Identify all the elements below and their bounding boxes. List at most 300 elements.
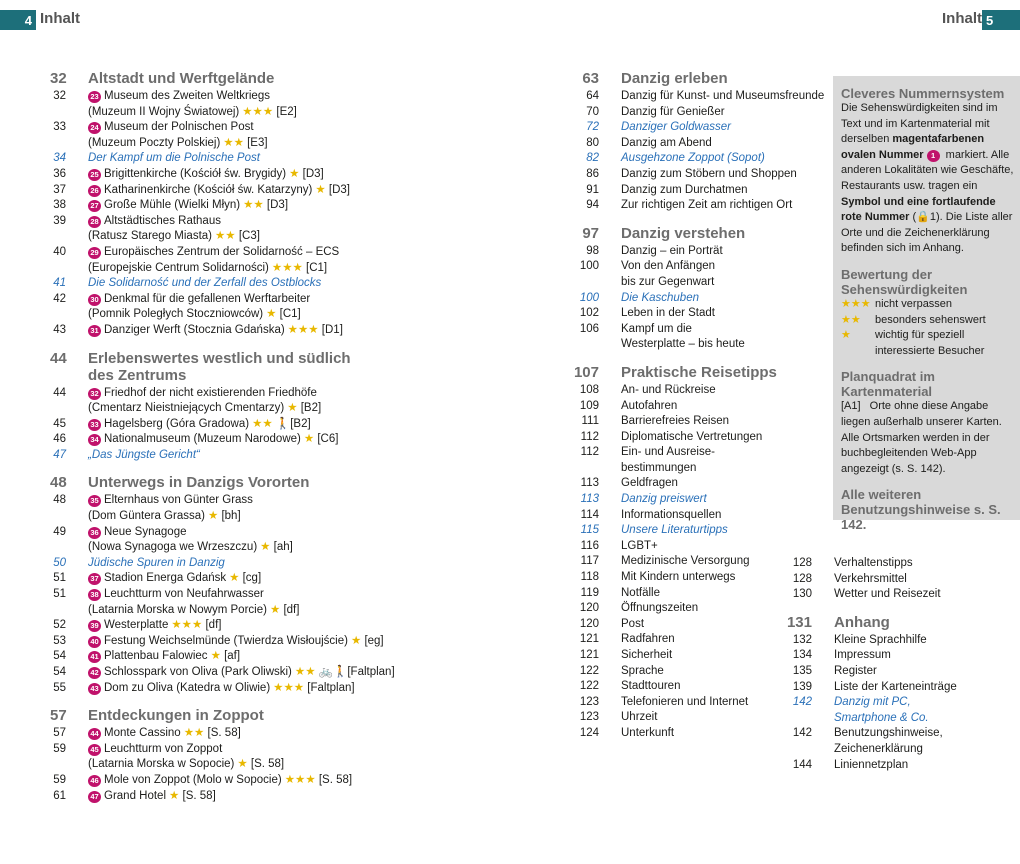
entry-page-number: 70 <box>586 105 599 118</box>
entry-page-number: 114 <box>580 508 599 521</box>
sidebox-text-b: magentafarbenen ovalen Nummer <box>841 133 985 161</box>
entry-title <box>88 540 370 556</box>
map-grid-ref: [E2] <box>273 105 297 118</box>
entry-text: Uhrzeit <box>621 711 658 724</box>
entry-title <box>88 742 370 758</box>
entry-page-number <box>50 757 66 773</box>
section-title: Anhang <box>834 613 890 631</box>
toc-entry-continuation <box>50 136 370 152</box>
toc-entry-continuation <box>50 509 370 525</box>
entry-text: Smartphone & Co. <box>834 711 929 724</box>
toc-entry <box>780 726 943 742</box>
entry-page-number: 100 <box>579 291 599 304</box>
sight-number-badge: 44 <box>88 728 101 740</box>
sidebox-text-d: Symbol und eine fortlaufende rote Nummer <box>841 195 996 224</box>
entry-text: Elternhaus von Günter Grass <box>104 494 253 507</box>
entry-title <box>88 198 370 214</box>
sight-number-badge: 35 <box>88 495 101 507</box>
rating-stars: ★ <box>289 167 300 180</box>
entry-page-number: 34 <box>53 152 66 165</box>
entry-page-number: 51 <box>53 588 66 601</box>
rating-legend-stars: ★★ <box>841 313 861 326</box>
entry-text: Plattenbau Falowiec <box>104 650 208 663</box>
entry-text: Unsere Literaturtipps <box>621 524 728 537</box>
sight-number-badge: 34 <box>88 434 101 446</box>
entry-page-number: 123 <box>579 711 599 724</box>
toc-entry-continuation <box>780 742 923 758</box>
entry-page-number: 91 <box>586 183 599 196</box>
entry-page-number <box>50 509 66 525</box>
sidebox-text-a: Die Sehenswürdigkeiten sind im Text und im Kartenmaterial mit derselben <box>841 102 998 146</box>
toc-entry <box>565 399 825 415</box>
section-page-number: 131 <box>786 613 812 631</box>
entry-text: Medizinische Versorgung <box>621 555 750 568</box>
entry-text: Katharinenkirche (Kościół św. Katarzyny) <box>104 183 313 196</box>
rating-legend-text: wichtig für speziell interessierte Besucher <box>875 329 985 357</box>
entry-title <box>88 183 370 199</box>
rating-stars: ★ <box>237 758 248 771</box>
entry-text: Westerplatte <box>104 619 169 632</box>
map-grid-ref: [cg] <box>239 572 262 585</box>
right-page-number: 5 <box>982 10 1020 30</box>
toc-entry <box>50 151 370 167</box>
entry-text: bestimmungen <box>621 461 697 474</box>
toc-column-left <box>50 70 395 804</box>
entry-page-number <box>50 229 66 245</box>
sight-number-badge: 39 <box>88 620 101 632</box>
entry-text: Grand Hotel <box>104 789 167 802</box>
entry-text: Diplomatische Vertretungen <box>621 430 763 443</box>
entry-text: Unterkunft <box>621 726 675 739</box>
entry-text: Neue Synagoge <box>104 525 187 538</box>
section-page-number: 32 <box>50 70 67 87</box>
entry-page-number: 32 <box>53 90 66 102</box>
entry-text: Große Mühle (Wielki Młyn) <box>104 199 241 212</box>
entry-title <box>621 508 825 524</box>
toc-entry <box>565 198 825 214</box>
toc-entry <box>50 789 370 805</box>
entry-title <box>88 587 370 603</box>
section-title: Unterwegs in Danzigs Vororten <box>88 474 310 492</box>
entry-page-number <box>50 307 66 323</box>
entry-title <box>88 681 370 697</box>
toc-entry <box>780 664 877 680</box>
entry-text: Danzig für Kunst- und Museumsfreunde <box>621 90 825 102</box>
sight-number-badge: 41 <box>88 651 101 663</box>
toc-entry <box>50 773 370 789</box>
toc-entry <box>780 587 941 603</box>
entry-page-number: 112 <box>580 430 599 443</box>
entry-text: (Latarnia Morska w Nowym Porcie) <box>88 603 267 616</box>
map-grid-ref: [Faltplan] <box>304 681 355 694</box>
toc-entry <box>780 633 927 649</box>
map-grid-ref: [D3] <box>325 183 350 196</box>
toc-entry <box>50 634 384 650</box>
map-grid-ref: [D3] <box>263 199 289 212</box>
section-page-number: 57 <box>50 707 67 725</box>
entry-title <box>834 695 911 711</box>
entry-page-number <box>780 742 812 758</box>
info-sidebox <box>833 76 1020 533</box>
entry-title <box>834 556 913 572</box>
entry-title <box>834 664 877 680</box>
section-title: Entdeckungen in Zoppot <box>88 707 264 725</box>
left-header-title: Inhalt <box>40 10 80 27</box>
entry-title <box>621 291 825 307</box>
entry-page-number: 37 <box>53 183 66 196</box>
toc-entry <box>565 508 825 524</box>
entry-title <box>88 276 370 292</box>
entry-text: Kampf um die <box>621 322 692 335</box>
entry-text: Jüdische Spuren in Danzig <box>88 556 225 569</box>
entry-title <box>88 509 370 525</box>
sight-number-badge: 30 <box>88 294 101 306</box>
entry-text: Ausgehzone Zoppot (Sopot) <box>621 152 765 165</box>
entry-text: Stadttouren <box>621 680 681 693</box>
entry-title <box>621 476 825 492</box>
map-grid-ref: [eg] <box>361 634 384 647</box>
toc-entry-continuation <box>50 307 370 323</box>
section-title: Praktische Reisetipps <box>621 363 777 381</box>
toc-entry-continuation <box>50 229 370 245</box>
entry-page-number: 128 <box>792 572 812 585</box>
toc-entry <box>780 648 891 664</box>
entry-text: (Pomnik Poległych Stoczniowców) <box>88 308 264 321</box>
entry-page-number <box>565 337 599 353</box>
entry-title <box>88 571 370 587</box>
entry-title <box>621 167 825 183</box>
section-page-number: 63 <box>582 70 599 87</box>
entry-text: Barrierefreies Reisen <box>621 415 730 428</box>
entry-page-number <box>50 261 66 277</box>
rating-stars: ★ <box>260 541 271 554</box>
entry-page-number: 118 <box>580 571 599 584</box>
toc-entry-continuation <box>50 105 370 121</box>
toc-entry <box>780 680 957 696</box>
rating-stars: ★ <box>315 183 326 196</box>
toc-entry <box>50 681 370 697</box>
toc-entry <box>50 323 370 339</box>
entry-title <box>834 648 891 664</box>
section-title: Danzig erleben <box>621 70 728 87</box>
section-heading <box>565 225 825 242</box>
entry-title <box>834 680 957 696</box>
toc-entry <box>780 695 911 711</box>
sidebox-heading-more: Alle weiteren Benutzungshinweise s. S. 142. <box>841 487 1001 533</box>
entry-text: Kleine Sprachhilfe <box>834 633 927 646</box>
entry-title <box>621 105 825 121</box>
entry-page-number: 102 <box>579 307 599 320</box>
section-heading <box>565 364 825 381</box>
toc-entry <box>565 476 825 492</box>
entry-page-number: 135 <box>792 664 812 677</box>
entry-title <box>88 245 370 261</box>
entry-page-number <box>50 136 66 152</box>
entry-text: Notfälle <box>621 586 660 599</box>
section-page-number: 48 <box>50 474 67 492</box>
toc-entry <box>50 525 370 541</box>
toc-entry <box>50 587 370 603</box>
rating-stars: ★★★ <box>273 681 305 694</box>
rating-stars: ★ <box>287 402 298 415</box>
toc-entry <box>50 198 370 214</box>
entry-title <box>88 401 370 417</box>
toc-entry <box>565 89 825 105</box>
entry-page-number: 39 <box>53 214 66 227</box>
rating-stars: ★ <box>350 634 362 647</box>
entry-text: Denkmal für die gefallenen Werftarbeiter <box>104 292 311 305</box>
entry-page-number: 94 <box>586 199 599 212</box>
entry-text: Friedhof der nicht existierenden Friedhöfe <box>104 386 317 399</box>
sight-number-badge: 38 <box>88 589 101 601</box>
entry-title <box>834 758 908 774</box>
rating-stars: ★★★ <box>242 105 274 118</box>
toc-entry-continuation <box>565 337 825 353</box>
entry-title <box>88 261 370 277</box>
section-gap <box>50 463 370 474</box>
entry-title <box>621 539 825 555</box>
toc-entry <box>565 445 825 461</box>
left-page-number: 4 <box>0 10 36 30</box>
rating-legend-row <box>841 328 1014 359</box>
entry-page-number: 42 <box>53 292 66 305</box>
toc-entry-continuation <box>780 711 929 727</box>
entry-text: Museum der Polnischen Post <box>104 121 254 134</box>
toc-entry <box>50 276 370 292</box>
entry-text: Europäisches Zentrum der Solidarność – ECS <box>104 245 340 258</box>
entry-page-number: 50 <box>53 556 66 569</box>
section-heading <box>50 474 370 491</box>
entry-text: Benutzungshinweise, <box>834 727 943 740</box>
entry-page-number: 109 <box>579 399 599 412</box>
entry-title <box>621 151 825 167</box>
entry-page-number: 33 <box>53 121 66 134</box>
entry-text: Verkehrsmittel <box>834 572 907 585</box>
entry-text: (Dom Güntera Grassa) <box>88 510 205 523</box>
entry-title <box>621 136 825 152</box>
toc-entry <box>50 167 370 183</box>
toc-entry <box>565 539 825 555</box>
entry-page-number: 48 <box>53 494 66 507</box>
rating-stars: ★ <box>169 789 180 802</box>
entry-text: (Cmentarz Nieistniejących Cmentarzy) <box>88 402 285 415</box>
entry-title <box>621 244 825 260</box>
rating-legend-row <box>841 313 1014 329</box>
entry-page-number: 122 <box>579 664 599 677</box>
entry-text: Festung Weichselmünde (Twierdza Wisłoujście) <box>104 634 348 647</box>
entry-page-number: 52 <box>53 619 66 632</box>
entry-page-number: 128 <box>792 557 812 569</box>
entry-page-number: 49 <box>53 525 66 538</box>
entry-page-number: 132 <box>792 633 812 646</box>
section-gap <box>780 603 840 614</box>
entry-page-number: 111 <box>581 415 599 428</box>
sample-number-badge: 1 <box>927 150 940 162</box>
toc-entry <box>50 89 370 105</box>
map-grid-ref: [df] <box>202 619 222 632</box>
toc-entry <box>565 523 825 539</box>
entry-title <box>621 383 825 399</box>
entry-page-number: 53 <box>53 634 66 647</box>
entry-title <box>621 430 825 446</box>
entry-text: Stadion Energa Gdańsk <box>104 572 227 585</box>
map-grid-ref: 🚲🚶[Faltplan] <box>315 666 395 678</box>
rating-stars: ★★ <box>223 136 244 149</box>
entry-text: (Ratusz Starego Miasta) <box>88 230 212 243</box>
entry-title <box>88 757 370 773</box>
entry-text: Telefonieren und Internet <box>621 695 749 708</box>
entry-text: (Nowa Synagoga we Wrzeszczu) <box>88 541 258 554</box>
toc-entry <box>50 120 370 136</box>
entry-page-number: 142 <box>792 696 812 709</box>
entry-title <box>834 633 927 649</box>
toc-entry <box>50 245 370 261</box>
grid-key: [A1] <box>841 400 861 413</box>
entry-text: Altstädtisches Rathaus <box>104 214 221 227</box>
toc-entry <box>565 151 825 167</box>
entry-text: Danziger Goldwasser <box>621 121 731 134</box>
entry-text: Wetter und Reisezeit <box>834 588 941 601</box>
sight-number-badge: 45 <box>88 744 101 756</box>
map-grid-ref: [S. 58] <box>179 789 216 802</box>
entry-text: Danzig für Genießer <box>621 105 725 118</box>
entry-title <box>834 742 923 758</box>
entry-text: (Latarnia Morska w Sopocie) <box>88 758 235 771</box>
entry-text: Museum des Zweiten Weltkriegs <box>104 90 270 102</box>
entry-text: Mit Kindern unterwegs <box>621 571 736 584</box>
entry-page-number: 121 <box>579 633 599 646</box>
entry-page-number: 57 <box>53 727 66 740</box>
toc-entry <box>565 120 825 136</box>
rating-stars: ★ <box>210 650 221 663</box>
entry-text: Die Kaschuben <box>621 291 699 304</box>
entry-page-number: 38 <box>53 199 66 212</box>
rating-stars: ★★ <box>243 199 264 212</box>
entry-text: Liste der Karteneinträge <box>834 680 957 693</box>
map-grid-ref: [D1] <box>318 323 343 336</box>
entry-title <box>621 492 825 508</box>
entry-text: Mole von Zoppot (Molo w Sopocie) <box>104 773 282 786</box>
section-gap <box>565 353 825 364</box>
entry-page-number: 54 <box>53 666 66 678</box>
entry-text: LGBT+ <box>621 539 658 552</box>
entry-page-number: 98 <box>586 244 599 257</box>
rating-stars: ★★ <box>252 417 273 430</box>
entry-page-number: 51 <box>53 572 66 585</box>
toc-entry <box>565 167 825 183</box>
toc-entry <box>780 556 913 572</box>
entry-page-number <box>565 461 599 477</box>
toc-entry <box>50 292 370 308</box>
map-grid-ref: [C3] <box>235 230 260 243</box>
entry-page-number: 41 <box>53 277 66 290</box>
toc-column-right <box>780 556 957 773</box>
rating-stars: ★★ <box>215 230 236 243</box>
entry-page-number: 144 <box>792 758 812 771</box>
entry-text: Hagelsberg (Góra Gradowa) <box>104 417 250 430</box>
section-heading <box>565 70 825 87</box>
right-header-title: Inhalt <box>942 10 982 27</box>
entry-page-number: 44 <box>53 386 66 399</box>
entry-title <box>834 587 941 603</box>
entry-page-number: 117 <box>580 555 599 568</box>
entry-text: Sicherheit <box>621 649 673 661</box>
sight-number-badge: 40 <box>88 636 101 648</box>
entry-text: Danzig preiswert <box>621 493 707 506</box>
sight-number-badge: 32 <box>88 388 101 400</box>
map-grid-ref: [S. 58] <box>247 758 285 771</box>
entry-text: Geldfragen <box>621 477 678 490</box>
map-grid-ref: [C6] <box>314 433 339 446</box>
rating-stars: ★★★ <box>284 773 316 786</box>
toc-entry <box>50 649 370 665</box>
entry-page-number: 113 <box>580 477 599 490</box>
section-page-number: 107 <box>573 363 599 381</box>
entry-title <box>621 322 825 338</box>
entry-title <box>88 89 370 105</box>
entry-title <box>834 726 943 742</box>
entry-title <box>88 493 370 509</box>
toc-entry-continuation <box>565 461 825 477</box>
entry-title <box>88 432 370 448</box>
entry-title <box>88 603 370 619</box>
rating-stars: ★ <box>269 603 281 616</box>
toc-entry <box>565 291 825 307</box>
sight-number-badge: 36 <box>88 527 101 539</box>
section-gap <box>565 214 825 225</box>
section-heading <box>50 70 370 87</box>
rating-legend-stars: ★ <box>841 329 851 342</box>
entry-text: Die Solidarność und der Zerfall des Ostblocks <box>88 277 322 290</box>
sidebox-text-grid <box>841 399 1014 477</box>
entry-title <box>88 417 370 433</box>
sight-number-badge: 28 <box>88 216 101 228</box>
entry-text: Von den Anfängen <box>621 260 716 273</box>
section-heading <box>50 350 370 384</box>
section-title: Danzig verstehen <box>621 224 746 242</box>
entry-page-number <box>50 105 66 121</box>
entry-text: Verhaltenstipps <box>834 557 913 569</box>
entry-text: Register <box>834 664 877 677</box>
entry-title <box>621 198 825 214</box>
map-grid-ref: [df] <box>280 603 300 616</box>
entry-title <box>621 306 825 322</box>
toc-entry <box>780 572 907 588</box>
toc-entry-continuation <box>50 261 370 277</box>
entry-title <box>88 136 370 152</box>
entry-page-number: 119 <box>580 586 599 599</box>
entry-page-number: 64 <box>586 90 599 102</box>
map-grid-ref: [C1] <box>302 261 328 274</box>
toc-entry <box>50 183 370 199</box>
toc-entry <box>50 556 370 572</box>
entry-text: Nationalmuseum (Muzeum Narodowe) <box>104 433 301 446</box>
toc-entry <box>780 758 909 774</box>
entry-title <box>88 229 370 245</box>
entry-title <box>88 151 370 167</box>
toc-entry <box>565 383 825 399</box>
map-grid-ref: 🚶[B2] <box>272 417 311 430</box>
entry-title <box>88 292 370 308</box>
toc-entry <box>565 322 825 338</box>
entry-page-number: 47 <box>53 448 66 461</box>
map-grid-ref: [B2] <box>297 402 322 415</box>
entry-title <box>88 556 370 572</box>
entry-page-number: 43 <box>53 323 66 336</box>
map-grid-ref: [S. 58] <box>204 727 241 740</box>
grid-text: Orte ohne diese Angabe liegen außerhalb unserer Karten. Alle Ortsmarken werden in der buchbegleitenden Web-App angezeigt (s. S. 142). <box>841 400 1002 475</box>
entry-text: Leuchtturm von Zoppot <box>104 742 223 755</box>
